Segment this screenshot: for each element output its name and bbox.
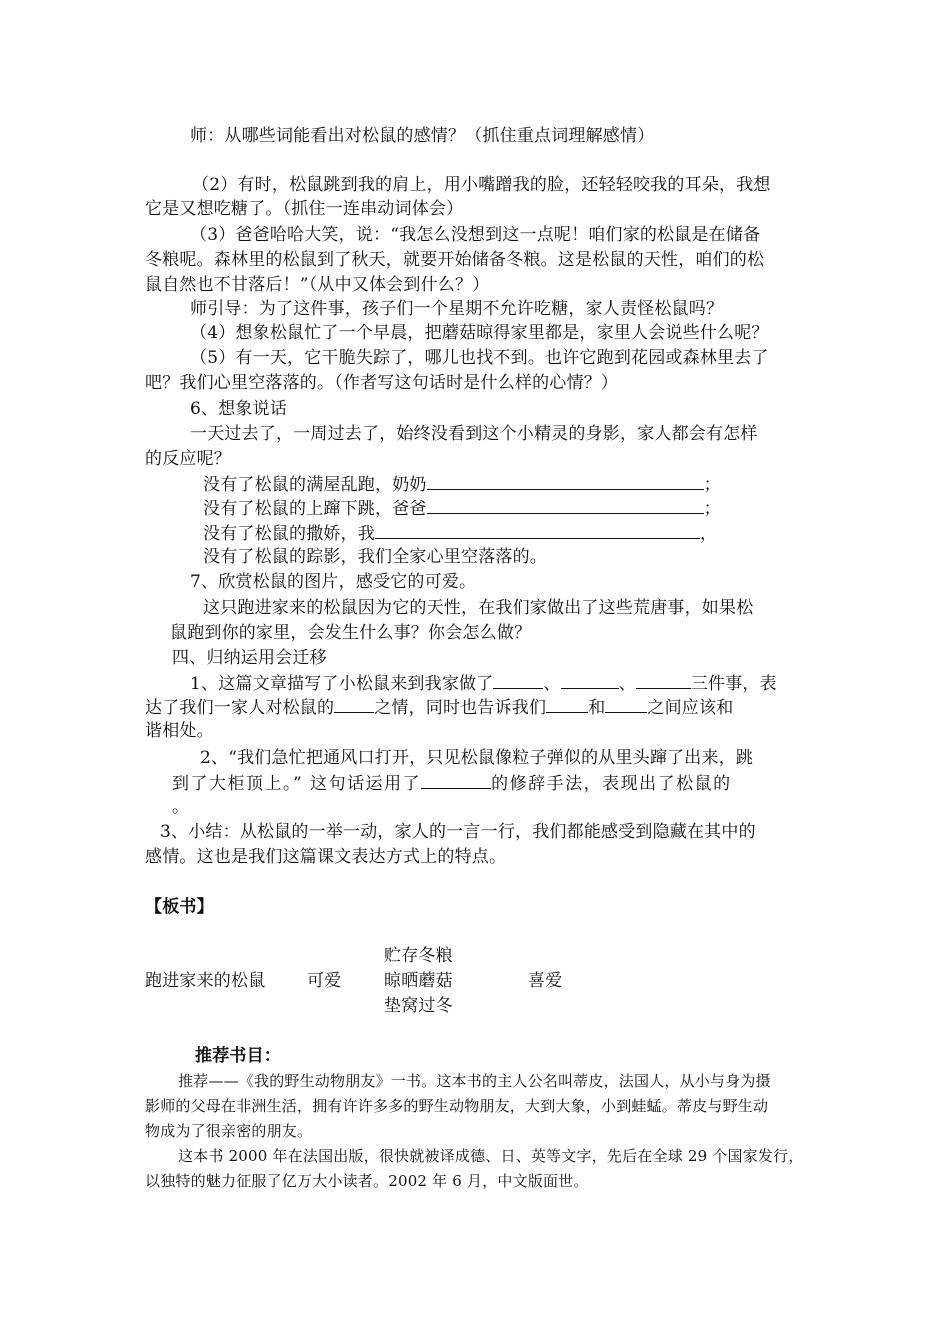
board-act-2: 晾晒蘑菇 [384,971,453,991]
q1-sep-2: 、 [618,674,636,694]
q1-line-3: 谐相处。 [145,721,214,741]
q2-text-c: 的修辞手法，表现出了松鼠的 [491,774,732,794]
books-p2-line-1: 这本书 2000 年在法国出版，很快就被译成德、日、英等文字，先后在全球 29 个国家发行， [178,1147,804,1165]
board-title: 【板书】 [145,897,214,917]
fill-line-2-punct: ； [703,499,721,519]
q1-text-d: 之情，同时也告诉我们 [374,698,547,718]
board-act-3: 垫窝过冬 [384,996,453,1016]
books-p1-line-3: 物成为了很亲密的朋友。 [145,1122,313,1140]
q1-line-1 [190,671,777,696]
section-6-title: 6、想象说话 [190,399,288,419]
board-act-1: 贮存冬粮 [384,946,453,966]
fill-line-1 [203,472,721,497]
board-cute: 可爱 [307,971,342,991]
fill-blank-me[interactable] [375,521,700,539]
board-main: 跑进家来的松鼠 [145,971,266,991]
q1-blank-2[interactable] [561,671,619,689]
item-2-line-1: （2）有时，松鼠跳到我的肩上，用小嘴蹭我的脸，还轻轻咬我的耳朵，我想 [192,175,771,195]
item-4: （4）想象松鼠忙了一个早晨，把蘑菇晾得家里都是，家里人会说些什么呢？ [190,323,769,343]
teacher-guide: 师引导：为了这件事，孩子们一个星期不允许吃糖，家人责怪松鼠吗？ [190,299,724,319]
fill-line-4: 没有了松鼠的踪影，我们全家心里空落落的。 [203,547,547,567]
item-3-line-1: （3）爸爸哈哈大笑，说：“我怎么没想到这一点呢！咱们家的松鼠是在储备 [190,225,761,245]
section-6-text-1: 一天过去了，一周过去了，始终没看到这个小精灵的身影，家人都会有怎样 [190,424,758,444]
board-love: 喜爱 [528,971,563,991]
q1-line-2 [145,695,733,720]
teacher-question: 师：从哪些词能看出对松鼠的感情？（抓住重点词理解感情） [190,126,655,146]
q1-blank-1[interactable] [493,671,543,689]
section-7-text-1: 这只跑进家来的松鼠因为它的天性，在我们家做出了这些荒唐事，如果松 [203,598,754,618]
q1-blank-6[interactable] [605,695,647,713]
fill-line-3-text: 没有了松鼠的撒娇，我 [203,524,375,544]
q1-sep-1: 、 [543,674,561,694]
fill-blank-dad[interactable] [427,496,704,514]
section-7-text-2: 鼠跑到你的家里，会发生什么事？你会怎么做？ [170,623,532,643]
books-p1-line-2: 影师的父母在非洲生活，拥有许许多多的野生动物朋友，大到大象，小到蛙蜢。蒂皮与野生动 [145,1097,769,1115]
section-6-text-2: 的反应呢？ [145,449,231,469]
fill-line-3-punct: ， [700,524,718,544]
fill-line-1-punct: ； [703,475,721,495]
q2-line-3: 。 [172,797,190,817]
item-3-line-3: 鼠自然也不甘落后！”（从中又体会到什么？） [145,275,490,295]
section-4-title: 四、归纳运用会迁移 [172,648,327,668]
q1-blank-5[interactable] [546,695,588,713]
q2-text-b: 到了大柜顶上。” 这句话运用了 [172,774,422,794]
q1-text-a: 1、这篇文章描写了小松鼠来到我家做了 [190,674,494,694]
books-p2-line-2: 以独特的魅力征服了亿万大小读者。2002 年 6 月，中文版面世。 [145,1172,589,1190]
section-7-title: 7、欣赏松鼠的图片，感受它的可爱。 [190,572,477,592]
q3-line-2: 感情。这也是我们这篇课文表达方式上的特点。 [145,847,507,867]
q2-line-2 [172,771,732,796]
q2-line-1: 2、“我们急忙把通风口打开，只见松鼠像粒子弹似的从里头蹿了出来，跳 [200,748,754,768]
fill-line-1-text: 没有了松鼠的满屋乱跑，奶奶 [203,475,427,495]
q1-blank-4[interactable] [334,695,374,713]
fill-line-3 [203,521,717,546]
fill-line-2 [203,496,721,521]
item-5-line-1: （5）有一天，它干脆失踪了，哪儿也找不到。也许它跑到花园或森林里去了 [190,348,769,368]
item-5-line-2: 吧？我们心里空落落的。（作者写这句话时是什么样的心情？） [145,373,619,393]
q3-line-1: 3、小结：从松鼠的一举一动，家人的一言一行，我们都能感受到隐藏在其中的 [160,822,756,842]
books-p1-line-1: 推荐——《我的野生动物朋友》一书。这本书的主人公名叫蒂皮，法国人，从小与身为摄 [178,1072,771,1090]
item-3-line-2: 冬粮呢。森林里的松鼠到了秋天，就要开始储备冬粮。这是松鼠的天性，咱们的松 [145,250,765,270]
fill-line-2-text: 没有了松鼠的上蹿下跳，爸爸 [203,499,427,519]
q1-text-f: 之间应该和 [647,698,734,718]
item-2-line-2: 它是又想吃糖了。（抓住一连串动词体会） [145,199,464,219]
q2-blank-rhetoric[interactable] [421,771,491,789]
q1-blank-3[interactable] [636,671,691,689]
q1-text-e: 和 [588,698,606,718]
q1-text-b: 三件事，表 [690,674,777,694]
books-title: 推荐书目： [195,1046,281,1066]
fill-blank-grandma[interactable] [427,472,704,490]
q1-text-c: 达了我们一家人对松鼠的 [145,698,335,718]
